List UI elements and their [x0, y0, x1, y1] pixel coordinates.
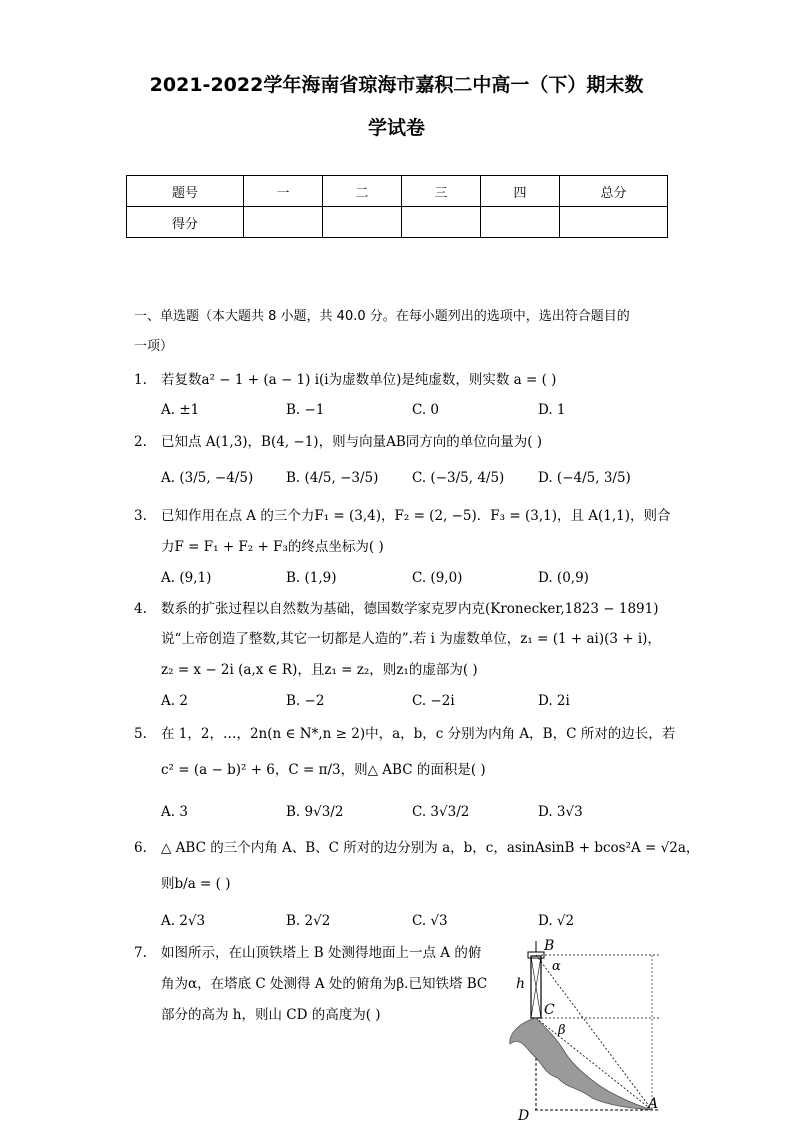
score-cell: [244, 207, 323, 238]
question-text: 已知点 A(1,3)，B(4, −1)，则与向量AB同方向的单位向量为( ): [161, 434, 543, 450]
question-text: △ ABC 的三个内角 A、B、C 所对的边分别为 a，b，c，asinAsinB + bcos²A = √2a，: [161, 840, 700, 856]
question-text-cont: 说“上帝创造了整数,其它一切都是人造的”.若 i 为虚数单位，z₁ = (1 + ai)(3 + i)，: [161, 631, 661, 647]
tower-mountain-figure: [500, 938, 670, 1122]
score-table: [126, 175, 668, 238]
option-a: A. ±1: [161, 402, 200, 418]
option-d: D. 3√3: [538, 804, 583, 820]
mountain-shape: [510, 1018, 652, 1110]
question-text-cont: 角为α，在塔底 C 处测得 A 处的俯角为β.已知铁塔 BC: [161, 976, 488, 992]
question-text: 已知作用在点 A 的三个力F₁ = (3,4)，F₂ = (2, −5)．F₃ = (3,1)，且 A(1,1)，则合: [161, 508, 671, 524]
question-text-cont: 力F = F₁ + F₂ + F₃的终点坐标为( ): [161, 539, 384, 555]
score-cell: [323, 207, 402, 238]
score-header-cell: 四: [481, 176, 560, 207]
exam-title-line1: 2021-2022学年海南省琼海市嘉积二中高一（下）期末数: [149, 74, 644, 96]
option-b: B. 2√2: [286, 913, 331, 929]
question-text-cont: 部分的高为 h，则山 CD 的高度为( ): [161, 1007, 381, 1023]
score-header-cell: 三: [402, 176, 481, 207]
option-a: A. (9,1): [161, 570, 212, 586]
label-h: h: [516, 976, 526, 992]
score-header-cell: 二: [323, 176, 402, 207]
score-cell: [560, 207, 668, 238]
option-c: C. (9,0): [412, 570, 463, 586]
label-d: D: [518, 1108, 530, 1122]
label-c: C: [544, 1002, 555, 1018]
option-c: C. (−3/5, 4/5): [412, 470, 505, 486]
question-text-cont: 则b/a = ( ): [161, 876, 231, 892]
question-number: 2.: [134, 434, 147, 450]
option-d: D. 2i: [538, 693, 570, 709]
score-header-cell: 题号: [127, 176, 244, 207]
option-d: D. (−4/5, 3/5): [538, 470, 631, 486]
question-text: 若复数a² − 1 + (a − 1) i(i为虚数单位)是纯虚数，则实数 a = ( ): [161, 372, 557, 388]
option-d: D. √2: [538, 913, 575, 929]
question-number: 5.: [134, 726, 147, 742]
score-header-row: [127, 176, 668, 207]
option-b: B. −1: [286, 402, 325, 418]
score-header-cell: 总分: [560, 176, 668, 207]
option-b: B. (4/5, −3/5): [286, 470, 379, 486]
section-heading: 一、单选题（本大题共 8 小题，共 40.0 分。在每小题列出的选项中，选出符合题目的: [134, 309, 630, 324]
option-c: C. −2i: [412, 693, 455, 709]
option-a: A. 2: [161, 693, 188, 709]
label-beta: β: [558, 1023, 566, 1038]
option-d: D. (0,9): [538, 570, 589, 586]
option-c: C. √3: [412, 913, 448, 929]
option-b: B. (1,9): [286, 570, 337, 586]
label-a: A: [648, 1096, 659, 1112]
option-c: C. 3√3/2: [412, 804, 470, 820]
question-number: 6.: [134, 840, 147, 856]
option-c: C. 0: [412, 402, 440, 418]
exam-title-line2: 学试卷: [367, 117, 425, 139]
label-alpha: α: [552, 959, 561, 974]
question-number: 3.: [134, 508, 147, 524]
score-row-label: 得分: [127, 207, 244, 238]
question-number: 4.: [134, 601, 147, 617]
section-heading-cont: 一项）: [134, 339, 174, 354]
question-text-cont: c² = (a − b)² + 6，C = π/3，则△ ABC 的面积是( ): [161, 762, 486, 778]
question-text: 数系的扩张过程以自然数为基础，德国数学家克罗内克(Kronecker,1823 − 1891): [161, 601, 659, 617]
question-text: 在 1，2，…，2n(n ∈ N*,n ≥ 2)中，a，b，c 分别为内角 A，B，C 所对的边长，若: [161, 726, 676, 742]
question-text-cont: z₂ = x − 2i (a,x ∈ R)，且z₁ = z₂，则z₁的虚部为( ): [161, 662, 478, 678]
question-number: 7.: [134, 945, 147, 961]
option-d: D. 1: [538, 402, 566, 418]
option-a: A. (3/5, −4/5): [161, 470, 254, 486]
question-text: 如图所示，在山顶铁塔上 B 处测得地面上一点 A 的俯: [161, 945, 482, 961]
option-b: B. −2: [286, 693, 325, 709]
option-a: A. 2√3: [161, 913, 206, 929]
label-b: B: [544, 938, 555, 954]
option-a: A. 3: [161, 804, 188, 820]
option-b: B. 9√3/2: [286, 804, 344, 820]
score-cell: [402, 207, 481, 238]
score-header-cell: 一: [244, 176, 323, 207]
score-value-row: [127, 207, 668, 238]
question-number: 1.: [134, 372, 147, 388]
score-cell: [481, 207, 560, 238]
